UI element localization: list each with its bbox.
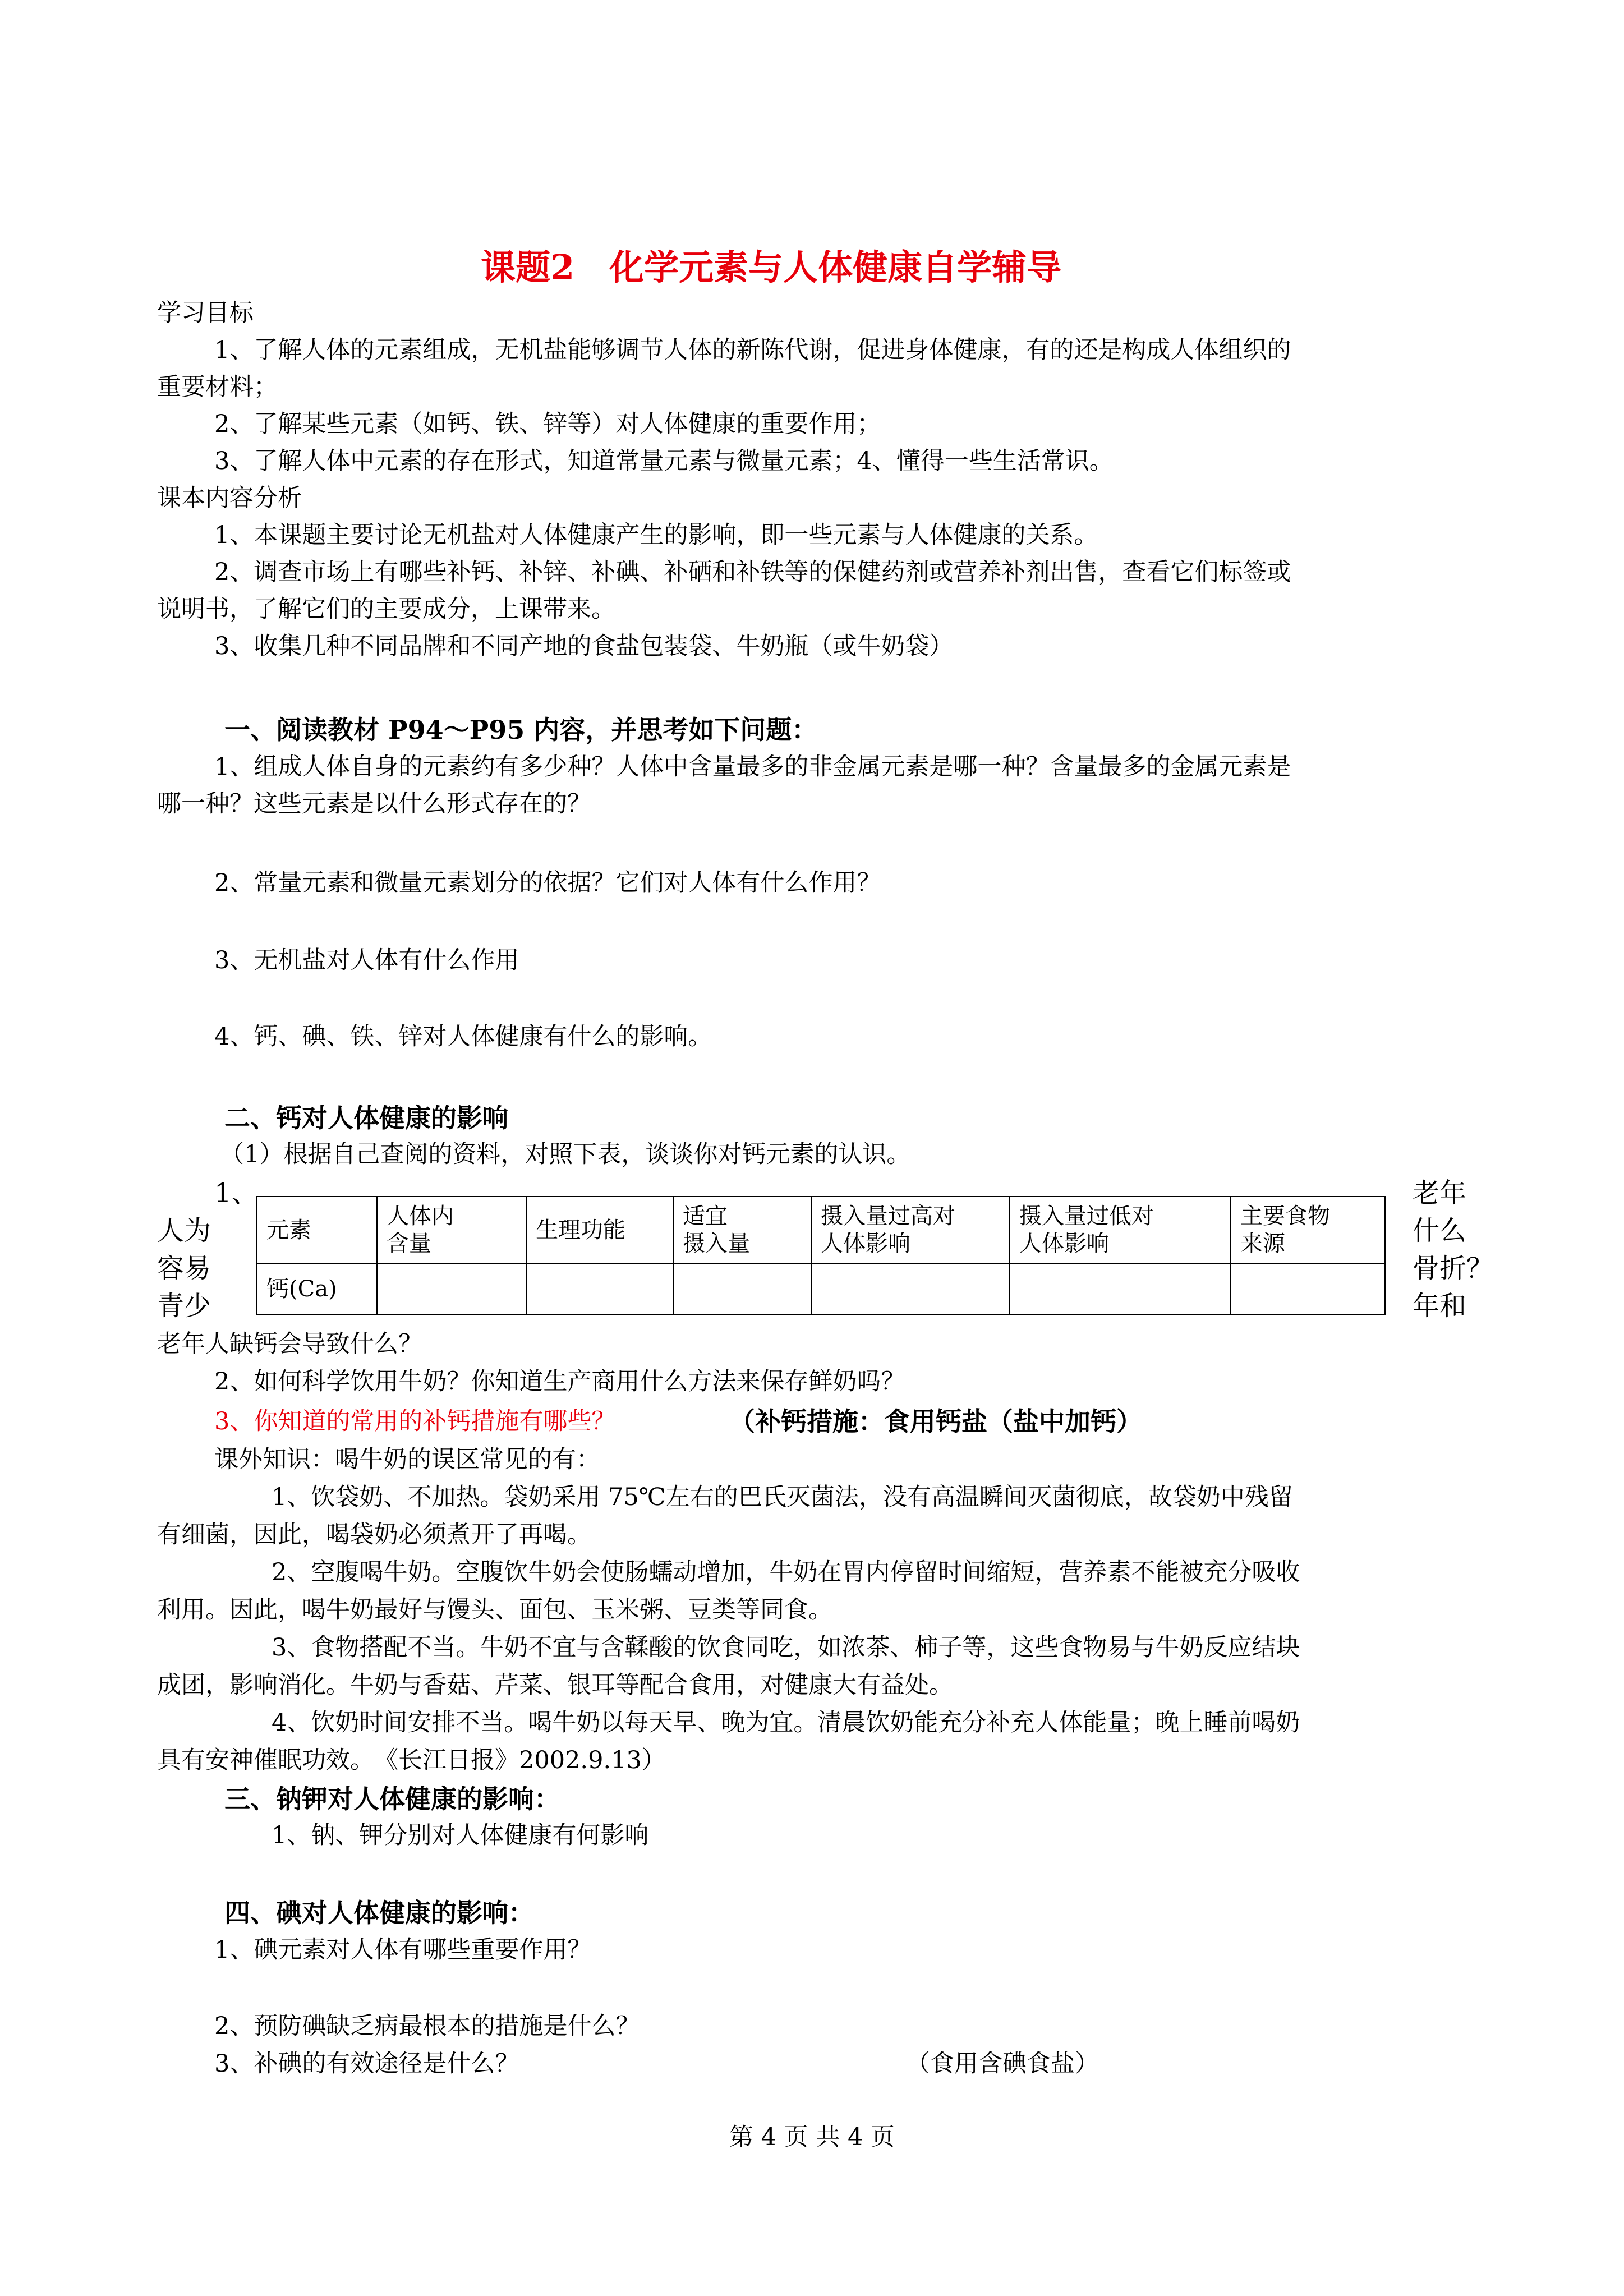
sec2-e3a: 3、食物搭配不当。牛奶不宜与含鞣酸的饮食同吃，如浓茶、柿子等，这些食物易与牛奶反应结块 [272, 1634, 1300, 1662]
sec2-left-4: 青少 [157, 1290, 211, 1322]
sec2-right-3: 骨折？ [1413, 1253, 1494, 1284]
sec4-q3-answer: （食用含碘食盐） [906, 2050, 1099, 2078]
table-cell [673, 1264, 811, 1314]
sec2-right-2: 什么 [1413, 1215, 1467, 1246]
goals-p1a: 1、了解人体的元素组成，无机盐能够调节人体的新陈代谢，促进身体健康，有的还是构成人体组织的 [214, 336, 1291, 364]
sec2-after-table: 老年人缺钙会导致什么？ [157, 1330, 422, 1358]
sec2-extra-heading: 课外知识：喝牛奶的误区常见的有： [214, 1446, 600, 1474]
analysis-heading: 课本内容分析 [157, 484, 302, 512]
goals-p3: 3、了解人体中元素的存在形式，知道常量元素与微量元素；4、懂得一些生活常识。 [214, 447, 1114, 475]
table-header-cell: 主要食物 来源 [1231, 1197, 1385, 1264]
sec4-q3: 3、补碘的有效途径是什么？ [214, 2050, 519, 2078]
sec2-q2: 2、如何科学饮用牛奶？你知道生产商用什么方法来保存鲜奶吗？ [214, 1368, 905, 1396]
sec1-q1b: 哪一种？这些元素是以什么形式存在的？ [157, 790, 591, 818]
table-cell [1231, 1264, 1385, 1314]
sec2-q3-answer: （补钙措施：食用钙盐（盐中加钙） [729, 1406, 1142, 1437]
sec2-e1a: 1、饮袋奶、不加热。袋奶采用 75℃左右的巴氏灭菌法，没有高温瞬间灭菌彻底，故袋奶中残留 [272, 1483, 1293, 1511]
goals-p2: 2、了解某些元素（如钙、铁、锌等）对人体健康的重要作用； [214, 410, 881, 438]
sec2-e4a: 4、饮奶时间安排不当。喝牛奶以每天早、晚为宜。清晨饮奶能充分补充人体能量；晚上睡前喝奶 [272, 1709, 1300, 1737]
sec4-q1: 1、碘元素对人体有哪些重要作用？ [214, 1936, 592, 1964]
analysis-p2b: 说明书，了解它们的主要成分，上课带来。 [157, 595, 615, 623]
table-header-cell: 人体内 含量 [377, 1197, 526, 1264]
analysis-p1: 1、本课题主要讨论无机盐对人体健康产生的影响，即一些元素与人体健康的关系。 [214, 521, 1098, 549]
sec1-heading: 一、阅读教材 P94～P95 内容，并思考如下问题： [224, 715, 818, 745]
page-footer: 第 4 页 共 4 页 [729, 2123, 895, 2151]
sec2-e1b: 有细菌，因此，喝袋奶必须煮开了再喝。 [157, 1521, 591, 1549]
sec1-q2: 2、常量元素和微量元素划分的依据？它们对人体有什么作用？ [214, 869, 881, 897]
table-header-cell: 摄入量过低对 人体影响 [1010, 1197, 1231, 1264]
sec2-e2a: 2、空腹喝牛奶。空腹饮牛奶会使肠蠕动增加，牛奶在胃内停留时间缩短，营养素不能被充分吸收 [272, 1558, 1300, 1586]
table-row [257, 1264, 1385, 1314]
sec2-e3b: 成团，影响消化。牛奶与香菇、芹菜、银耳等配合食用，对健康大有益处。 [157, 1671, 953, 1699]
sec1-q1a: 1、组成人体自身的元素约有多少种？人体中含量最多的非金属元素是哪一种？含量最多的金属元素是 [214, 753, 1291, 781]
sec2-left-2: 人为 [157, 1215, 211, 1246]
sec1-q3: 3、无机盐对人体有什么作用 [214, 946, 519, 974]
sec3-q1: 1、钠、钾分别对人体健康有何影响 [272, 1821, 649, 1849]
analysis-p2a: 2、调查市场上有哪些补钙、补锌、补碘、补硒和补铁等的保健药剂或营养补剂出售，查看它们标签或 [214, 558, 1291, 586]
sec2-e4b: 具有安神催眠功效。 《长江日报》2002.9.13） [157, 1746, 666, 1774]
table-header-cell: 元素 [257, 1197, 377, 1264]
goals-p1b: 重要材料； [157, 373, 278, 401]
table-cell [811, 1264, 1010, 1314]
table-header-cell: 摄入量过高对 人体影响 [811, 1197, 1010, 1264]
sec2-heading: 二、钙对人体健康的影响 [224, 1103, 508, 1133]
table-cell [377, 1264, 526, 1314]
sec2-intro: （1）根据自己查阅的资料，对照下表，谈谈你对钙元素的认识。 [220, 1140, 911, 1168]
goals-heading: 学习目标 [157, 299, 254, 327]
sec2-left-3: 容易 [157, 1253, 211, 1284]
sec2-left-1: 1、 [214, 1177, 259, 1209]
table-header-cell: 生理功能 [526, 1197, 673, 1264]
table-header-cell: 适宜 摄入量 [673, 1197, 811, 1264]
sec1-q4: 4、钙、碘、铁、锌对人体健康有什么的影响。 [214, 1023, 712, 1051]
sec2-q3: 3、你知道的常用的补钙措施有哪些？ [214, 1407, 616, 1435]
table-cell [1010, 1264, 1231, 1314]
calcium-table [256, 1196, 1386, 1315]
sec2-right-4: 年和 [1413, 1290, 1467, 1322]
table-cell [526, 1264, 673, 1314]
table-cell: 钙(Ca) [257, 1264, 377, 1314]
sec3-heading: 三、钠钾对人体健康的影响： [224, 1784, 560, 1814]
sec4-q2: 2、预防碘缺乏病最根本的措施是什么？ [214, 2012, 640, 2040]
sec4-heading: 四、碘对人体健康的影响： [224, 1898, 534, 1928]
page-title: 课题2 化学元素与人体健康自学辅导 [481, 247, 1062, 288]
analysis-p3: 3、收集几种不同品牌和不同产地的食盐包装袋、牛奶瓶（或牛奶袋） [214, 632, 954, 660]
sec2-e2b: 利用。因此，喝牛奶最好与馒头、面包、玉米粥、豆类等同食。 [157, 1596, 832, 1624]
sec2-right-1: 老年 [1413, 1177, 1467, 1209]
table-header-row [257, 1197, 1385, 1264]
